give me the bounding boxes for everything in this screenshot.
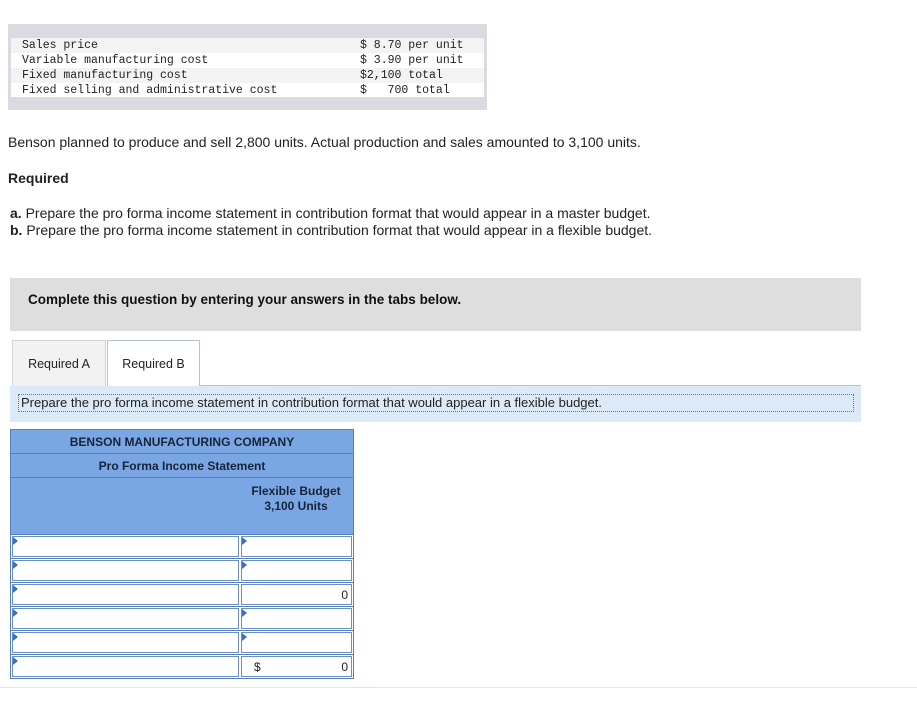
banner-text: Complete this question by entering your answers in the tabs below. bbox=[28, 292, 462, 307]
cost-value: $2,100 total bbox=[360, 69, 443, 82]
required-heading: Required bbox=[8, 170, 69, 186]
cost-value: $ 8.70 per unit bbox=[360, 39, 464, 52]
row-amount-input[interactable] bbox=[241, 632, 352, 653]
dropdown-arrow-icon bbox=[13, 585, 18, 593]
cost-row-variable-manufacturing bbox=[11, 53, 484, 68]
row-label-dropdown[interactable] bbox=[12, 656, 239, 677]
item-b-prefix: b. bbox=[10, 222, 23, 238]
cost-value: $ 700 total bbox=[360, 84, 450, 97]
column-header-line2: 3,100 Units bbox=[264, 499, 328, 513]
cost-row-fixed-selling-admin bbox=[11, 83, 484, 98]
required-item-b bbox=[10, 222, 652, 238]
dropdown-arrow-icon bbox=[13, 609, 18, 617]
cost-label: Fixed manufacturing cost bbox=[22, 69, 188, 82]
input-marker-icon bbox=[242, 561, 247, 569]
input-marker-icon bbox=[242, 609, 247, 617]
page-bottom-divider bbox=[0, 687, 917, 688]
column-header-row bbox=[10, 478, 354, 535]
cost-value: $ 3.90 per unit bbox=[360, 54, 464, 67]
tab-required-b[interactable]: Required B bbox=[107, 340, 200, 386]
required-item-a bbox=[10, 205, 650, 221]
flexible-budget-column-header bbox=[239, 478, 353, 534]
item-a-text: Prepare the pro forma income statement in contribution format that would appear in a master budget. bbox=[21, 205, 651, 221]
row-amount-input[interactable] bbox=[241, 608, 352, 629]
instructions-banner bbox=[10, 278, 861, 331]
column-header-line1: Flexible Budget bbox=[251, 484, 341, 498]
item-b-text: Prepare the pro forma income statement in contribution format that would appear in a flexible budget. bbox=[22, 222, 653, 238]
input-marker-icon bbox=[242, 537, 247, 545]
company-name: BENSON MANUFACTURING COMPANY bbox=[10, 429, 354, 454]
problem-intro: Benson planned to produce and sell 2,800 units. Actual production and sales amounted to 3,100 units. bbox=[8, 134, 641, 150]
row-amount-input[interactable] bbox=[241, 560, 352, 581]
statement-row bbox=[10, 607, 354, 631]
dropdown-arrow-icon bbox=[13, 633, 18, 641]
cost-data-body bbox=[11, 38, 484, 97]
cost-label: Variable manufacturing cost bbox=[22, 54, 209, 67]
row-label-dropdown[interactable] bbox=[12, 632, 239, 653]
row-label-dropdown[interactable] bbox=[12, 560, 239, 581]
statement-row bbox=[10, 559, 354, 583]
cost-label: Sales price bbox=[22, 39, 98, 52]
cost-label: Fixed selling and administrative cost bbox=[22, 84, 278, 97]
row-label-dropdown[interactable] bbox=[12, 608, 239, 629]
tab-instruction-bar bbox=[10, 386, 861, 422]
tab-required-a[interactable]: Required A bbox=[12, 340, 106, 386]
income-statement-table bbox=[10, 429, 354, 679]
cost-row-sales-price bbox=[11, 38, 484, 53]
dropdown-arrow-icon bbox=[13, 561, 18, 569]
item-a-prefix: a. bbox=[10, 205, 22, 221]
statement-row bbox=[10, 631, 354, 655]
statement-row bbox=[10, 535, 354, 559]
currency-symbol: $ bbox=[254, 660, 261, 674]
cost-data-table bbox=[8, 24, 487, 110]
statement-row-total bbox=[10, 655, 354, 679]
row-label-dropdown[interactable] bbox=[12, 584, 239, 605]
row-label-dropdown[interactable] bbox=[12, 536, 239, 557]
input-marker-icon bbox=[242, 633, 247, 641]
cost-row-fixed-manufacturing bbox=[11, 68, 484, 83]
tab-instruction-text: Prepare the pro forma income statement in contribution format that would appear in a flexible budget. bbox=[18, 394, 854, 412]
row-amount-value: 0 bbox=[241, 584, 352, 605]
dropdown-arrow-icon bbox=[13, 657, 18, 665]
statement-title: Pro Forma Income Statement bbox=[10, 454, 354, 478]
row-amount-input[interactable] bbox=[241, 536, 352, 557]
row-total-value: $ 0 bbox=[241, 656, 352, 677]
dropdown-arrow-icon bbox=[13, 537, 18, 545]
label-column-header bbox=[11, 478, 239, 534]
statement-row bbox=[10, 583, 354, 607]
